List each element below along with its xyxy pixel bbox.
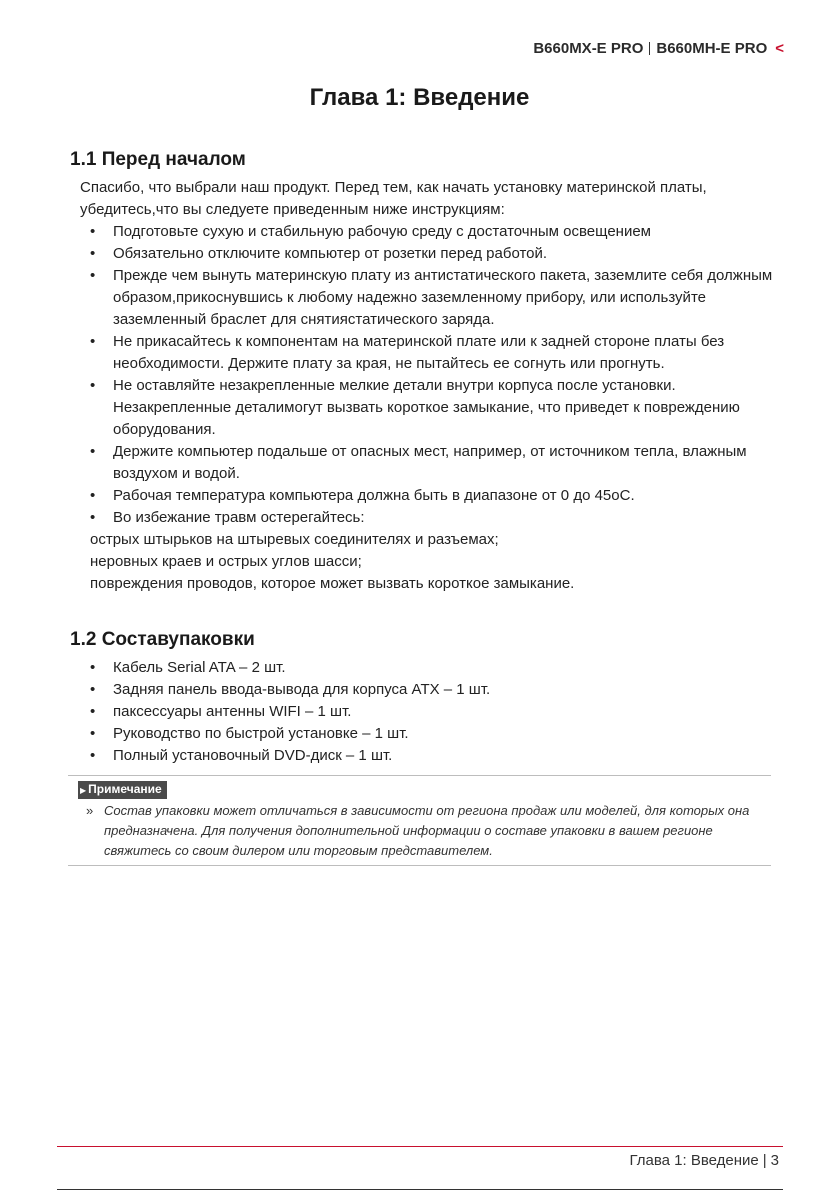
list-item: • Во избежание травм остерегайтесь: xyxy=(80,507,780,529)
footer-separator: | xyxy=(762,1152,767,1169)
chapter-title: Глава 1: Введение xyxy=(309,84,530,111)
section-title-before-start: 1.1 Перед началом xyxy=(70,149,246,170)
list-item: • Обязательно отключите компьютер от розетки перед работой. xyxy=(80,243,780,265)
footer xyxy=(629,1152,779,1169)
precautions-list xyxy=(80,221,780,529)
list-item: • Не прикасайтесь к компонентам на материнской плате или к задней стороне платы без необходимости. Держите плату за края, не пытайтесь ее согнуть или прогнуть. xyxy=(80,331,780,375)
model-name-left: B660MX-E PRO xyxy=(533,40,644,57)
hazard-line: неровных краев и острых углов шасси; xyxy=(90,553,362,570)
model-name-right: B660MH-E PRO xyxy=(656,40,768,57)
list-item: • Подготовьте сухую и стабильную рабочую среду с достаточным освещением xyxy=(80,221,780,243)
list-item: • паксессуары антенны WIFI – 1 шт. xyxy=(80,701,780,723)
list-item: • Кабель Serial ATA – 2 шт. xyxy=(80,657,780,679)
list-item: • Задняя панель ввода-вывода для корпуса ATX – 1 шт. xyxy=(80,679,780,701)
footer-chapter: Глава 1: Введение xyxy=(629,1152,759,1169)
double-chevron-icon: » xyxy=(86,803,94,818)
note-label xyxy=(78,781,167,799)
note-body: Состав упаковки может отличаться в зависимости от региона продаж или моделей, для которых она предназначена. Для получения дополнительной информации о составе упаковки в вашем регионе свяжитесь со своим дилером или торговым представителем. xyxy=(104,803,750,858)
list-item: • Держите компьютер подальше от опасных мест, например, от источником тепла, влажным воздухом и водой. xyxy=(80,441,780,485)
triangle-right-icon: ▶ xyxy=(80,786,87,795)
footer-divider xyxy=(57,1146,783,1147)
hazards-list xyxy=(90,529,574,595)
note-text xyxy=(86,801,766,861)
note-label-text: Примечание xyxy=(88,782,162,796)
page-number: 3 xyxy=(770,1152,779,1169)
list-item: • Полный установочный DVD-диск – 1 шт. xyxy=(80,745,780,767)
model-separator xyxy=(649,42,650,55)
hazard-line: острых штырьков на штыревых соединителях и разъемах; xyxy=(90,531,499,548)
note-box xyxy=(68,775,771,866)
intro-paragraph: Спасибо, что выбрали наш продукт. Перед тем, как начать установку материнской платы, убедитесь,что вы следуете приведенным ниже инструкциям: xyxy=(80,179,707,218)
header-model-names xyxy=(533,40,784,57)
list-item: • Не оставляйте незакрепленные мелкие детали внутри корпуса после установки. Незакрепленные деталимогут вызвать короткое замыкание, что приведет к повреждению оборудования. xyxy=(80,375,780,441)
hazard-line: повреждения проводов, которое может вызвать короткое замыкание. xyxy=(90,575,575,592)
section-title-package-contents: 1.2 Составупаковки xyxy=(70,629,255,650)
list-item: • Рабочая температура компьютера должна быть в диапазоне от 0 до 45оС. xyxy=(80,485,780,507)
bottom-divider xyxy=(57,1189,783,1190)
list-item: • Руководство по быстрой установке – 1 шт. xyxy=(80,723,780,745)
package-contents-list xyxy=(80,657,780,767)
chevron-left-icon: < xyxy=(775,40,784,57)
list-item: • Прежде чем вынуть материнскую плату из антистатического пакета, заземлите себя должным образом,прикоснувшись к любому надежно заземленному прибору, или используйте заземленный браслет для снятиястатического заряда. xyxy=(80,265,780,331)
